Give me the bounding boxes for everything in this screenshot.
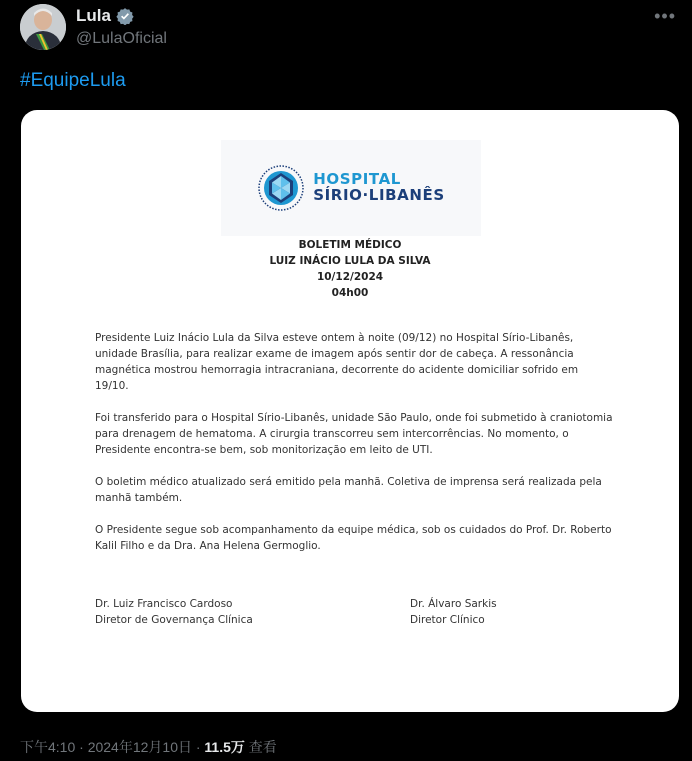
- paragraph: O boletim médico atualizado será emitido pela manhã. Coletiva de imprensa será realizada pela manhã também.: [95, 476, 602, 504]
- logo-text-hospital: HOSPITAL: [313, 170, 401, 189]
- patient-name: LUIZ INÁCIO LULA DA SILVA: [269, 255, 431, 267]
- signature-left: [95, 596, 253, 628]
- avatar[interactable]: [20, 4, 66, 50]
- signatory-role: Diretor de Governança Clínica: [95, 614, 253, 626]
- view-count: 11.5万: [204, 739, 245, 755]
- bulletin-date: 10/12/2024: [316, 271, 384, 283]
- author-name[interactable]: Lula: [76, 6, 111, 25]
- bulletin-heading: [21, 237, 679, 301]
- paragraph: O Presidente segue sob acompanhamento da equipe médica, sob os cuidados do Prof. Dr. Roberto Kalil Filho e da Dra. Ana Helena Germoglio.: [95, 524, 612, 552]
- hashtag-link[interactable]: #EquipeLula: [20, 70, 126, 91]
- signatory-name: Dr. Álvaro Sarkis: [410, 598, 497, 610]
- bulletin-time: 04h00: [331, 287, 369, 299]
- timestamp-link[interactable]: 下午4:10 · 2024年12月10日 ·: [20, 739, 205, 755]
- hospital-logo: [221, 140, 481, 236]
- hospital-emblem-icon: [257, 164, 305, 212]
- paragraph: Foi transferido para o Hospital Sírio-Libanês, unidade São Paulo, onde foi submetido à craniotomia para drenagem de hematoma. A cirurgia transcorreu sem intercorrências. No momento, o Presidente encontra-se bem, sob monitorização em leito de UTI.: [95, 412, 613, 456]
- bulletin-image[interactable]: [21, 110, 679, 712]
- profile-photo: [20, 4, 66, 50]
- paragraph: Presidente Luiz Inácio Lula da Silva esteve ontem à noite (09/12) no Hospital Sírio-Libanês, unidade Brasília, para realizar exame de imagem após sentir dor de cabeça. A ressonância magnética mostrou hemorragia intracraniana, decorrente do acidente domiciliar sofrido em 19/10.: [95, 332, 579, 392]
- signatory-role: Diretor Clínico: [410, 614, 485, 626]
- signature-right: [410, 596, 497, 628]
- bulletin-title: BOLETIM MÉDICO: [298, 239, 402, 251]
- bulletin-body: [95, 330, 615, 570]
- tweet-meta: [20, 737, 277, 757]
- more-options-icon[interactable]: •••: [654, 6, 676, 26]
- verified-badge-icon: [116, 7, 134, 25]
- logo-text-sirio-libanes: SÍRIO·LIBANÊS: [313, 186, 445, 204]
- author-handle[interactable]: @LulaOficial: [76, 30, 167, 47]
- views-label: 查看: [244, 739, 277, 755]
- signatory-name: Dr. Luiz Francisco Cardoso: [95, 598, 233, 610]
